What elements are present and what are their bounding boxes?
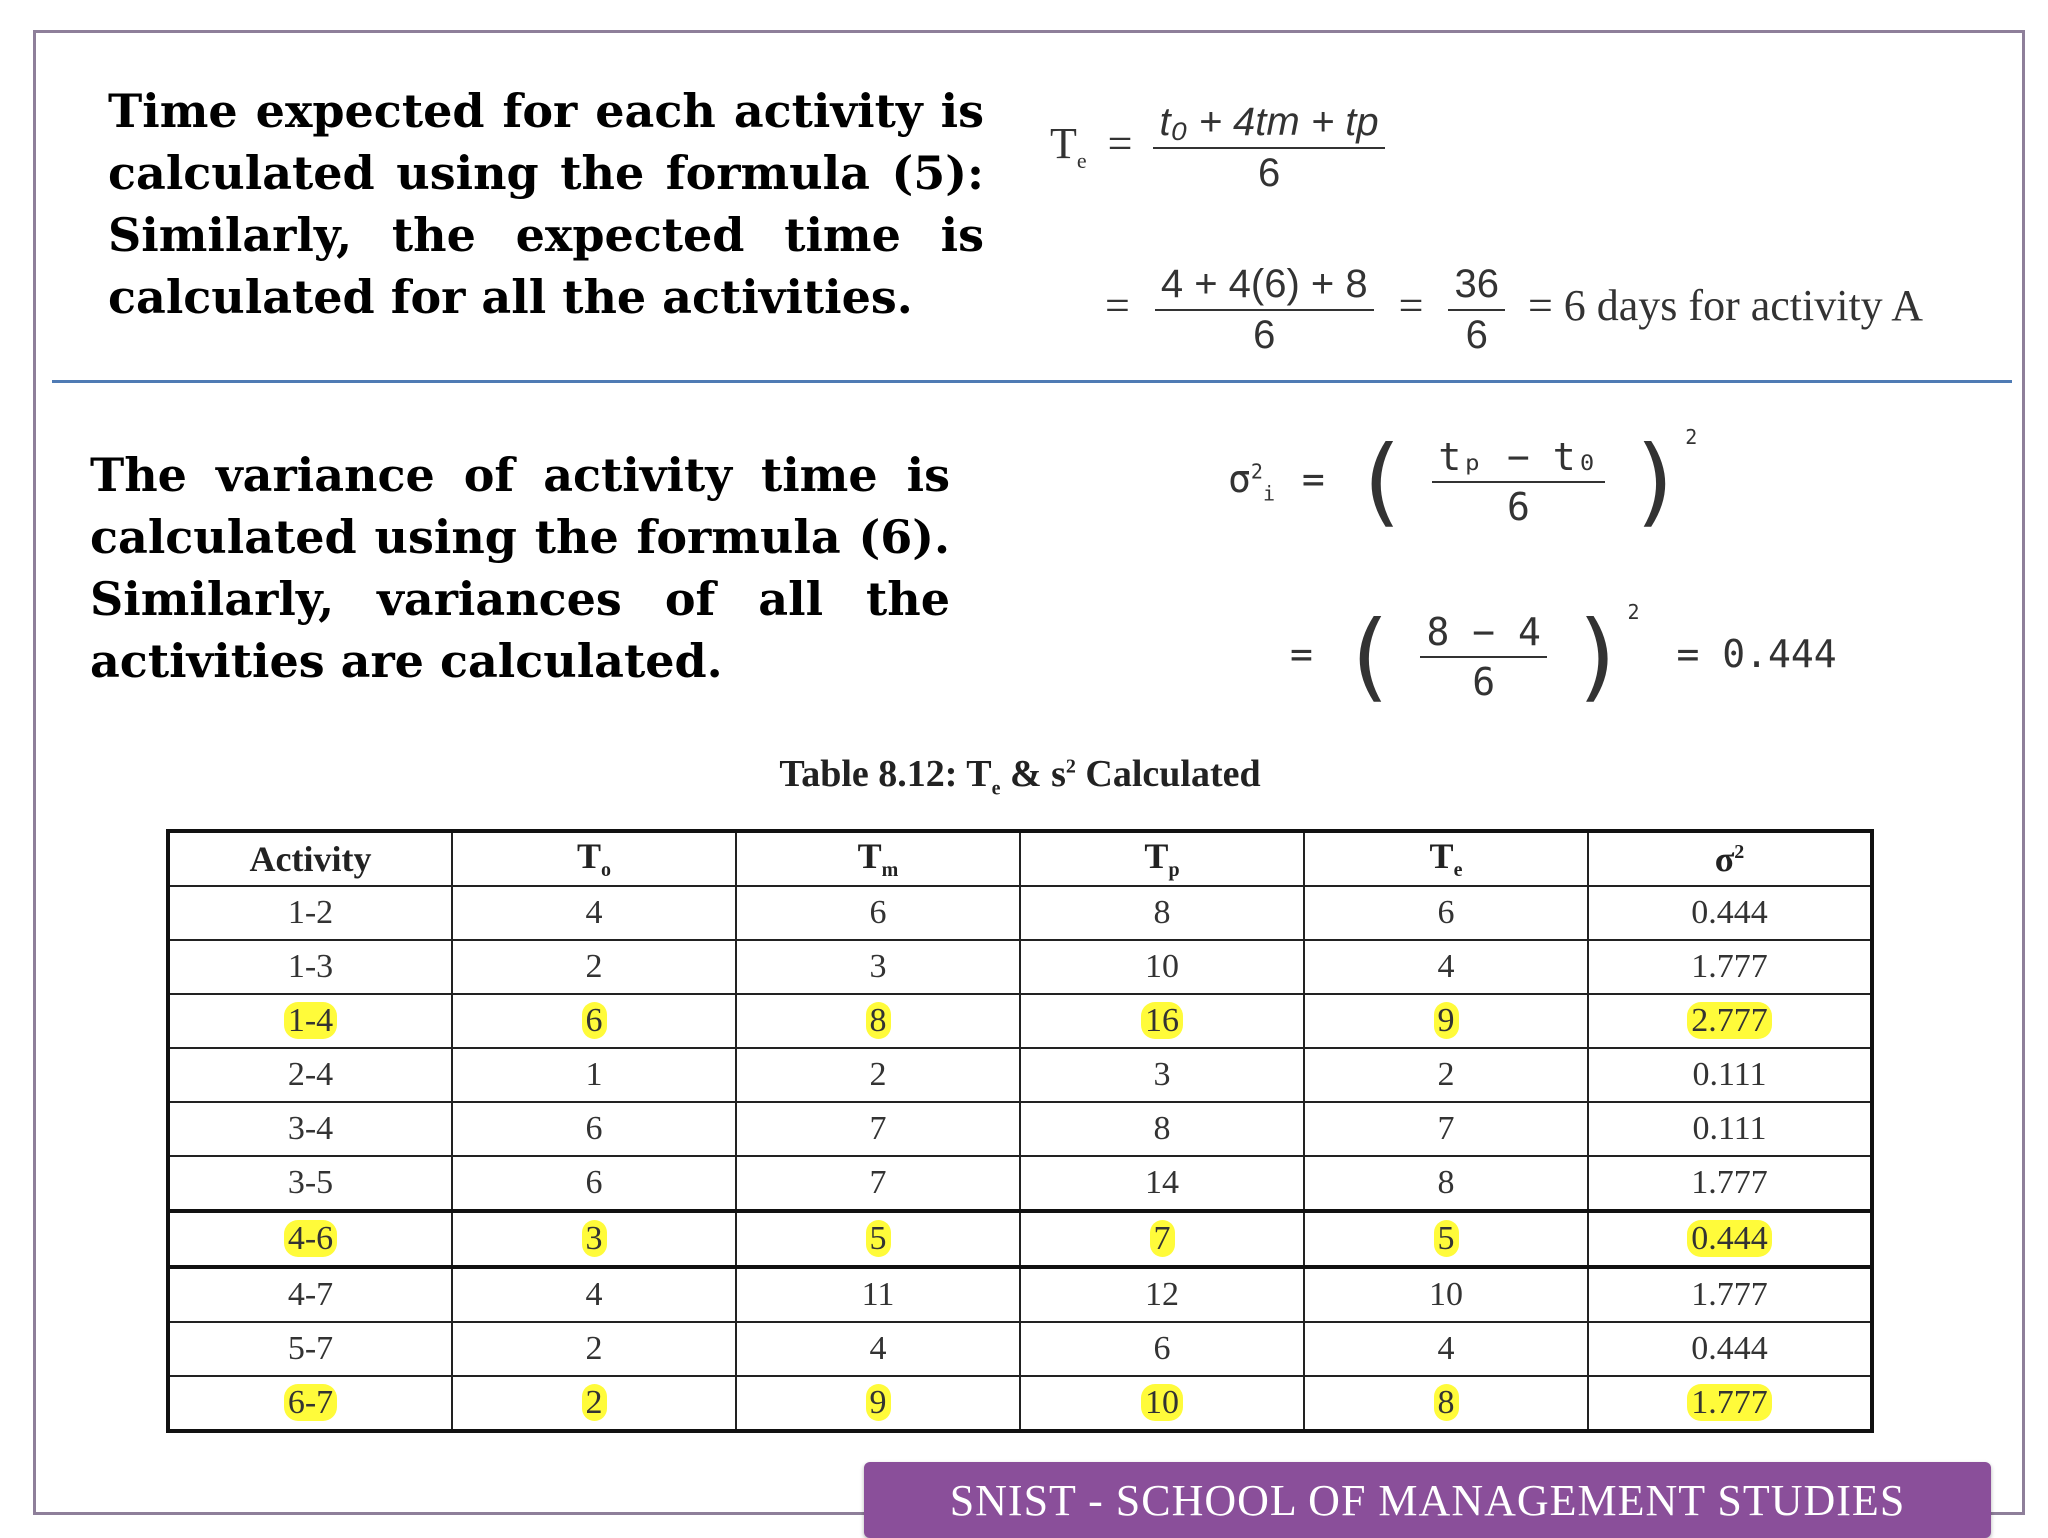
column-header: $T_m$ (736, 831, 1020, 886)
variance-power: 2 (1627, 600, 1640, 624)
table-row-critical (168, 1376, 1872, 1431)
table-cell: 5 (736, 1211, 1020, 1267)
variance-step-denominator: 6 (1472, 659, 1496, 704)
variance-power: 2 (1685, 425, 1698, 449)
table-row (168, 886, 1872, 940)
column-header: Activity (168, 831, 452, 886)
table-cell: 7 (736, 1102, 1020, 1156)
left-paren: ( (1339, 600, 1398, 713)
column-header: $T_e$ (1304, 831, 1588, 886)
column-header: $T_p$ (1020, 831, 1304, 886)
table-cell: 0.111 (1588, 1048, 1872, 1102)
table-cell: 8 (1304, 1376, 1588, 1431)
te-symbol: $T_e$ (1050, 119, 1087, 173)
table-row (168, 1267, 1872, 1322)
table-cell: 1-2 (168, 886, 452, 940)
step2-denominator: 6 (1465, 313, 1488, 357)
table-cell: 6-7 (168, 1376, 452, 1431)
table-cell: 12 (1020, 1267, 1304, 1322)
table-cell: 2 (452, 1322, 736, 1376)
table-cell: 8 (1020, 1102, 1304, 1156)
column-header: $\sigma^2$ (1588, 831, 1872, 886)
variance-step-fraction (1420, 610, 1546, 704)
table-cell: 6 (736, 886, 1020, 940)
table-cell: 1.777 (1588, 940, 1872, 994)
table-cell: 3 (452, 1211, 736, 1267)
table-cell: 4 (1304, 1322, 1588, 1376)
table-cell: 4 (452, 886, 736, 940)
expected-time-result: = 6 days for activity A (1527, 281, 1924, 331)
equals-sign: = (1398, 281, 1424, 331)
table-row (168, 1156, 1872, 1211)
table-cell: 0.444 (1588, 1322, 1872, 1376)
table-cell: 10 (1020, 1376, 1304, 1431)
table-cell: 5-7 (168, 1322, 452, 1376)
expected-time-paragraph: Time expected for each activity is calculated using the formula (5): Similarly, the expected time is calculated for all the activities. (108, 84, 984, 324)
table-cell: 1 (452, 1048, 736, 1102)
table-cell: 4-7 (168, 1267, 452, 1322)
table-cell: 6 (1304, 886, 1588, 940)
table-row (168, 1322, 1872, 1376)
table-body (168, 886, 1872, 1431)
table-cell: 0.444 (1588, 1211, 1872, 1267)
step2-numerator: 36 (1448, 262, 1505, 311)
step1-numerator: 4 + 4(6) + 8 (1155, 262, 1374, 311)
table-cell: 2 (1304, 1048, 1588, 1102)
table-cell: 8 (1020, 886, 1304, 940)
table-cell: 3-5 (168, 1156, 452, 1211)
pert-numerator: t₀ + 4tm + tp (1153, 100, 1384, 149)
table-header-row (168, 831, 1872, 886)
table-cell: 0.444 (1588, 886, 1872, 940)
variance-step-numerator: 8 − 4 (1420, 610, 1546, 658)
column-header: $T_o$ (452, 831, 736, 886)
equals-sign: = (1105, 281, 1130, 331)
table-cell: 3-4 (168, 1102, 452, 1156)
table-cell: 1.777 (1588, 1156, 1872, 1211)
equals-sign: = (1107, 119, 1133, 169)
table-cell: 9 (1304, 994, 1588, 1048)
table-cell: 4 (736, 1322, 1020, 1376)
variance-calculation (1290, 600, 1837, 713)
table-cell: 1-3 (168, 940, 452, 994)
step1-fraction (1155, 262, 1374, 358)
table-cell: 1.777 (1588, 1267, 1872, 1322)
table-cell: 4 (1304, 940, 1588, 994)
table-row (168, 1102, 1872, 1156)
table-cell: 2.777 (1588, 994, 1872, 1048)
variance-result: = 0.444 (1676, 632, 1837, 676)
table-row (168, 940, 1872, 994)
table-cell: 4-6 (168, 1211, 452, 1267)
equals-sign: = (1301, 457, 1325, 501)
table-cell: 8 (736, 994, 1020, 1048)
table-cell: 2 (452, 1376, 736, 1431)
table-cell: 2 (736, 1048, 1020, 1102)
table-cell: 7 (1304, 1102, 1588, 1156)
variance-fraction (1432, 435, 1604, 529)
step2-fraction (1448, 262, 1505, 358)
variance-paragraph: The variance of activity time is calculated using the formula (6). Similarly, variances of all the activities are calculated. (90, 448, 950, 688)
equals-sign: = (1290, 632, 1313, 676)
variance-numerator: tₚ − t₀ (1432, 435, 1604, 483)
table-cell: 5 (1304, 1211, 1588, 1267)
variance-denominator: 6 (1506, 484, 1530, 529)
table-cell: 7 (736, 1156, 1020, 1211)
footer-banner: SNIST - SCHOOL OF MANAGEMENT STUDIES (864, 1462, 1991, 1538)
table-cell: 2 (452, 940, 736, 994)
table-cell: 6 (452, 1102, 736, 1156)
table-cell: 10 (1304, 1267, 1588, 1322)
table-cell: 9 (736, 1376, 1020, 1431)
table-cell: 10 (1020, 940, 1304, 994)
table-row (168, 1048, 1872, 1102)
right-paren: ) (1627, 425, 1686, 538)
table-cell: 16 (1020, 994, 1304, 1048)
section-divider (52, 380, 2012, 383)
step1-denominator: 6 (1253, 313, 1276, 357)
table-cell: 3 (736, 940, 1020, 994)
pert-denominator: 6 (1257, 151, 1281, 195)
table-cell: 4 (452, 1267, 736, 1322)
pert-fraction (1153, 100, 1384, 196)
left-paren: ( (1351, 425, 1410, 538)
table-cell: 6 (452, 1156, 736, 1211)
expected-time-calculation (1105, 262, 1923, 358)
variance-formula (1228, 425, 1697, 538)
right-paren: ) (1569, 600, 1628, 713)
sigma-symbol: $\sigma^2_i$ (1228, 457, 1275, 506)
table-cell: 11 (736, 1267, 1020, 1322)
table-caption: Table 8.12: $T_e$ & $s^2$ Calculated (779, 753, 1261, 800)
table-cell: 14 (1020, 1156, 1304, 1211)
table-row-critical (168, 1211, 1872, 1267)
table-cell: 1.777 (1588, 1376, 1872, 1431)
calculation-table (166, 829, 1874, 1433)
table-cell: 2-4 (168, 1048, 452, 1102)
table-cell: 6 (1020, 1322, 1304, 1376)
table-cell: 6 (452, 994, 736, 1048)
table-cell: 0.111 (1588, 1102, 1872, 1156)
table-cell: 8 (1304, 1156, 1588, 1211)
table-cell: 7 (1020, 1211, 1304, 1267)
table-cell: 3 (1020, 1048, 1304, 1102)
table-cell: 1-4 (168, 994, 452, 1048)
table-row-critical (168, 994, 1872, 1048)
expected-time-formula (1050, 100, 1385, 196)
